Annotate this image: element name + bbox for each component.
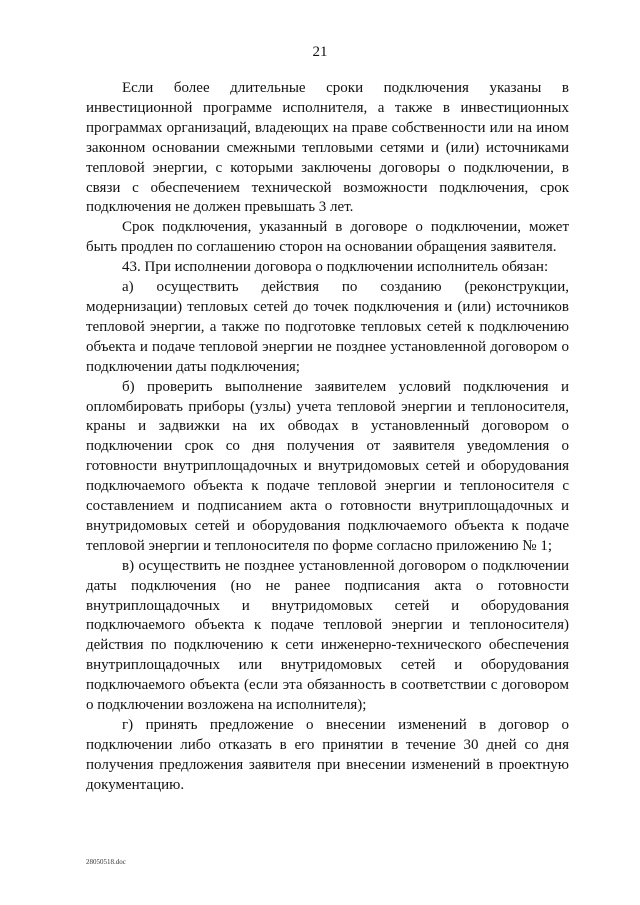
page-number: 21: [312, 44, 328, 60]
paragraph-item-a: а) осуществить действия по созданию (реконструкции, модернизации) тепловых сетей до точек подключения и (или) источников тепловой энергии, а также по подготовке тепловых сетей к подключению объекта и подаче тепловой энергии не позднее установленной договором о подключении даты подключения;: [86, 279, 569, 375]
footer-filename: 28050518.doc: [86, 858, 126, 866]
paragraph-item-b: б) проверить выполнение заявителем условий подключения и опломбировать приборы (узлы) учета тепловой энергии и теплоносителя, краны и задвижки на их обводах в установленный договором о подключении срок со дня получения от заявителя уведомления о готовности внутриплощадочных и внутридомовых сетей и оборудования подключаемого объекта к подаче тепловой энергии и теплоносителя с составлением и подписанием акта о готовности внутриплощадочных и внутридомовых сетей и оборудования подключаемого объекта к подаче тепловой энергии и теплоносителя по форме согласно приложению № 1;: [86, 378, 569, 554]
paragraph-clause-43: 43. При исполнении договора о подключении исполнитель обязан:: [122, 259, 549, 276]
paragraph-connection-terms: Если более длительные сроки подключения указаны в инвестиционной программе исполнителя, а также в инвестиционных программах организаций, владеющих на праве собственности или на ином законном основании смежными тепловыми сетями и (или) источниками тепловой энергии, с которыми заключены договоры о подключении, в связи с обеспечением технической возможности подключения, срок подключения не должен превышать 3 лет.: [86, 80, 569, 216]
paragraph-item-v: в) осуществить не позднее установленной договором о подключении даты подключения (но не ранее подписания акта о готовности внутриплощадочных и внутридомовых сетей и оборудования подключаемого объекта к подаче тепловой энергии и теплоносителя) действия по подключению к сети инженерно-технического обеспечения внутриплощадочных или внутридомовых сетей и оборудования подключаемого объекта (если эта обязанность в соответствии с договором о подключении возложена на исполнителя);: [86, 557, 569, 714]
paragraph-item-g: г) принять предложение о внесении изменений в договор о подключении либо отказать в его принятии в течение 30 дней со дня получения предложения заявителя при внесении изменений в проектную документацию.: [86, 717, 569, 793]
document-body: [86, 79, 569, 796]
paragraph-term-extension: Срок подключения, указанный в договоре о подключении, может быть продлен по соглашению сторон на основании обращения заявителя.: [86, 219, 569, 256]
